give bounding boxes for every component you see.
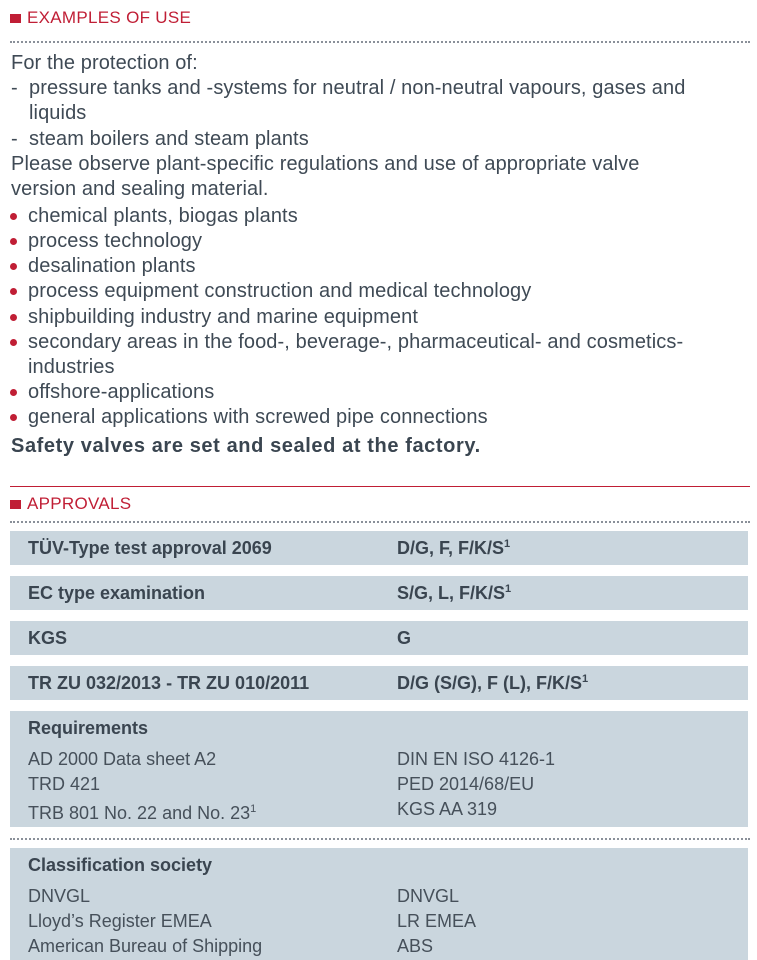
approvals-heading-label: APPROVALS xyxy=(27,494,132,513)
section-divider xyxy=(10,486,750,487)
bullet-item: process technology xyxy=(28,230,203,252)
approval-value: D/G (S/G), F (L), $F/K/S^1$ xyxy=(397,673,589,693)
approvals-heading xyxy=(10,494,131,514)
dash-item: steam boilers and steam plants xyxy=(29,128,309,150)
approval-name: EC type examination xyxy=(28,583,206,603)
bullet-icon xyxy=(10,238,17,245)
requirement-right: DIN EN ISO 4126-1 xyxy=(397,749,556,769)
approval-name: TR ZU 032/2013 - TR ZU 010/2011 xyxy=(28,673,310,693)
bullet-item-cont: industries xyxy=(28,356,115,378)
divider xyxy=(10,838,750,840)
dash-item-cont: liquids xyxy=(29,102,87,124)
bullet-icon xyxy=(10,263,17,270)
bullet-item: chemical plants, biogas plants xyxy=(28,205,298,227)
requirement-left: TRB 801 No. 22 and No. $23^1$ xyxy=(28,803,257,823)
note-text: Please observe plant-specific regulations and use of appropriate valve xyxy=(11,153,640,175)
bullet-icon xyxy=(10,389,17,396)
bullet-icon xyxy=(10,288,17,295)
divider xyxy=(10,521,750,523)
approval-name: TÜV-Type test approval 2069 xyxy=(28,538,272,558)
classification-right: LR EMEA xyxy=(397,911,477,931)
approval-row xyxy=(10,576,748,610)
requirement-left: AD 2000 Data sheet A2 xyxy=(28,749,217,769)
classification-right: DNVGL xyxy=(397,886,460,906)
bullet-icon xyxy=(10,314,17,321)
bullet-item: desalination plants xyxy=(28,255,196,277)
bullet-item: offshore-applications xyxy=(28,381,215,403)
requirement-left: TRD 421 xyxy=(28,774,101,794)
approval-value: G xyxy=(397,628,412,648)
note-text-cont: version and sealing material. xyxy=(11,178,269,200)
approval-value: D/G, F, $F/K/S^1$ xyxy=(397,538,511,558)
intro-text: For the protection of: xyxy=(11,52,198,74)
classification-left: Lloyd’s Register EMEA xyxy=(28,911,212,931)
bullet-item: general applications with screwed pipe connections xyxy=(28,406,488,428)
classification-left: DNVGL xyxy=(28,886,91,906)
dash-marker: - xyxy=(11,77,18,99)
approval-value: S/G, L, $F/K/S^1$ xyxy=(397,583,512,603)
approval-row xyxy=(10,621,748,655)
approval-row xyxy=(10,531,748,565)
heading-marker-icon xyxy=(10,14,21,23)
bullet-item: shipbuilding industry and marine equipment xyxy=(28,306,418,328)
classification-left: American Bureau of Shipping xyxy=(28,936,263,956)
approval-row xyxy=(10,666,748,700)
divider xyxy=(10,41,750,43)
examples-heading-label: EXAMPLES OF USE xyxy=(27,8,192,27)
factory-statement: Safety valves are set and sealed at the factory. xyxy=(11,435,481,457)
bullet-icon xyxy=(10,213,17,220)
classification-title: Classification society xyxy=(28,855,213,875)
requirement-right: KGS AA 319 xyxy=(397,799,498,819)
bullet-icon xyxy=(10,414,17,421)
requirement-right: PED 2014/68/EU xyxy=(397,774,535,794)
bullet-icon xyxy=(10,339,17,346)
requirements-title: Requirements xyxy=(28,718,149,738)
classification-block xyxy=(10,848,748,960)
requirements-block xyxy=(10,711,748,827)
bullet-item: process equipment construction and medical technology xyxy=(28,280,532,302)
classification-right: ABS xyxy=(397,936,434,956)
examples-heading xyxy=(10,8,191,28)
heading-marker-icon xyxy=(10,500,21,509)
bullet-item: secondary areas in the food-, beverage-, pharmaceutical- and cosmetics- xyxy=(28,331,684,353)
dash-marker: - xyxy=(11,128,18,150)
approval-name: KGS xyxy=(28,628,68,648)
dash-item: pressure tanks and -systems for neutral / non-neutral vapours, gases and xyxy=(29,77,686,99)
